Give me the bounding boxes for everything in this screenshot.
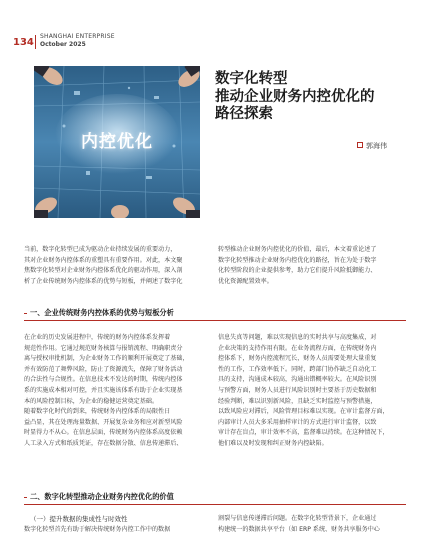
text-line: 规范性作用。它通过规范财务核算与报销流程、明确职责分 — [24, 344, 183, 352]
text-line: 经验判断，难以识别新风险，且缺乏实时监控与预警措施， — [218, 397, 377, 405]
text-line: 构建统一的数据共享平台（如 ERP 系统、财务共享服务中心 — [218, 525, 380, 533]
section-1-heading: 一、企业传统财务内控体系的优势与短板分析 — [30, 308, 174, 317]
section-1-right — [218, 333, 406, 450]
text-line: 系的实施成本相对可控，并且实施该体系有助于企业实现基 — [24, 386, 183, 394]
title-line-3: 路径探索 — [215, 106, 273, 122]
text-line: 人工录入方式和纸质凭证，存在数据分散、信息传递滞后、 — [24, 439, 183, 447]
author-name: 郭海伟 — [366, 142, 387, 150]
text-line: 本的风险控制目标，为企业的稳健运营奠定基础。 — [24, 397, 159, 405]
title-line-2: 推动企业财务内控优化的 — [215, 88, 375, 105]
text-line: 化转型阶段的企业提供参考，助力它们提升风险抵御能力、 — [218, 267, 377, 275]
section-2-subheading: （一）提升数据的集成性与时效性 — [30, 515, 128, 523]
text-line: 其对企业财务内控体系的重塑具有重要作用。对此，本文聚 — [24, 256, 183, 264]
section-1-rule — [24, 320, 406, 321]
section-2-marker — [24, 497, 27, 498]
text-line: 以致风险应对滞后，风险管理目标难以实现。在审计监督方面， — [218, 408, 389, 416]
text-line: 优化资源配置效率。 — [218, 277, 273, 285]
section-2-right — [218, 514, 406, 535]
text-line: 随着数字化时代的到来，传统财务内控体系的局限性日 — [24, 408, 171, 416]
text-line: 割裂与信息传递滞后问题。在数字化转型背景下，企业通过 — [218, 515, 377, 522]
text-line: 当前，数字化转型已成为驱动企业持续发展的重要动力， — [24, 246, 177, 253]
text-line: 信息失真等问题，难以实现信息的实时共享与高度集成，对 — [218, 334, 377, 341]
section-2-heading: 二、数字化转型推动企业财务内控优化的价值 — [30, 492, 174, 501]
magazine-name: SHANGHAI ENTERPRISE — [40, 33, 115, 40]
text-line: 控体系下，财务内控流程冗长，财务人员需要处理大量重复 — [218, 355, 377, 363]
text-line: 析了企业传统财务内控体系的优势与短板，并阐述了数字化 — [24, 277, 183, 285]
section-2-left — [24, 525, 210, 536]
intro-left — [24, 245, 210, 287]
section-2-rule — [24, 504, 406, 505]
header-divider — [35, 35, 36, 49]
article-title — [215, 71, 405, 124]
text-line: 在企业的历史发展进程中，传统的财务内控体系发挥着 — [24, 334, 171, 341]
text-line: 离与授权审批机制，为企业财务工作的顺利开展奠定了基础， — [24, 355, 189, 363]
section-1-left — [24, 333, 210, 450]
title-line-1: 数字化转型 — [215, 71, 288, 87]
section-1-marker — [24, 313, 27, 314]
text-line: 时显得力不从心。在信息层面，传统财务内控体系高度依赖 — [24, 429, 183, 437]
issue-date: October 2025 — [40, 41, 86, 48]
page-number: 134 — [13, 37, 34, 48]
text-line: 审计存在盲点，审计效率不高，监督难以持续。在这种情况下， — [218, 429, 389, 437]
text-line: 数字化转型推动企业财务内控优化的路径，旨在为处于数字 — [218, 256, 377, 264]
text-line: 性的工作，工作效率低下。同时，跨部门协作缺乏自动化工 — [218, 365, 377, 373]
author-marker — [357, 142, 363, 148]
text-line: 焦数字化转型对企业财务内控体系优化的驱动作用，深入剖 — [24, 267, 183, 275]
text-line: 的合法性与合规性。在信息技术不发达的时期，传统内控体 — [24, 376, 183, 384]
intro-right — [218, 245, 406, 287]
text-line: 具的支持，沟通成本较高，沟通出错概率较大。在风险识别 — [218, 376, 377, 384]
photo-label: 内控优化 — [81, 132, 153, 152]
text-line: 数字化转型首先有助于解决传统财务内控工作中的数据 — [24, 526, 171, 533]
text-line: 益凸显，其在处理海量数据、开展复杂业务和应对新型风险 — [24, 418, 183, 426]
text-line: 企业决策的支持作用有限。在业务流程方面，在传统财务内 — [218, 344, 377, 352]
text-line: 转型推动企业财务内控优化的价值，最后，本文着重论述了 — [218, 246, 377, 253]
text-line: 并有效防范了舞弊风险，防止了资源流失，保障了财务活动 — [24, 365, 183, 373]
text-line: 内部审计人员大多采用抽样审计的方式进行审计监督，以致 — [218, 418, 377, 426]
text-line: 他们难以及时发现和纠正财务内控缺陷。 — [218, 439, 328, 447]
text-line: 与预警方面，财务人员进行风险识别时主要基于历史数据和 — [218, 386, 377, 394]
